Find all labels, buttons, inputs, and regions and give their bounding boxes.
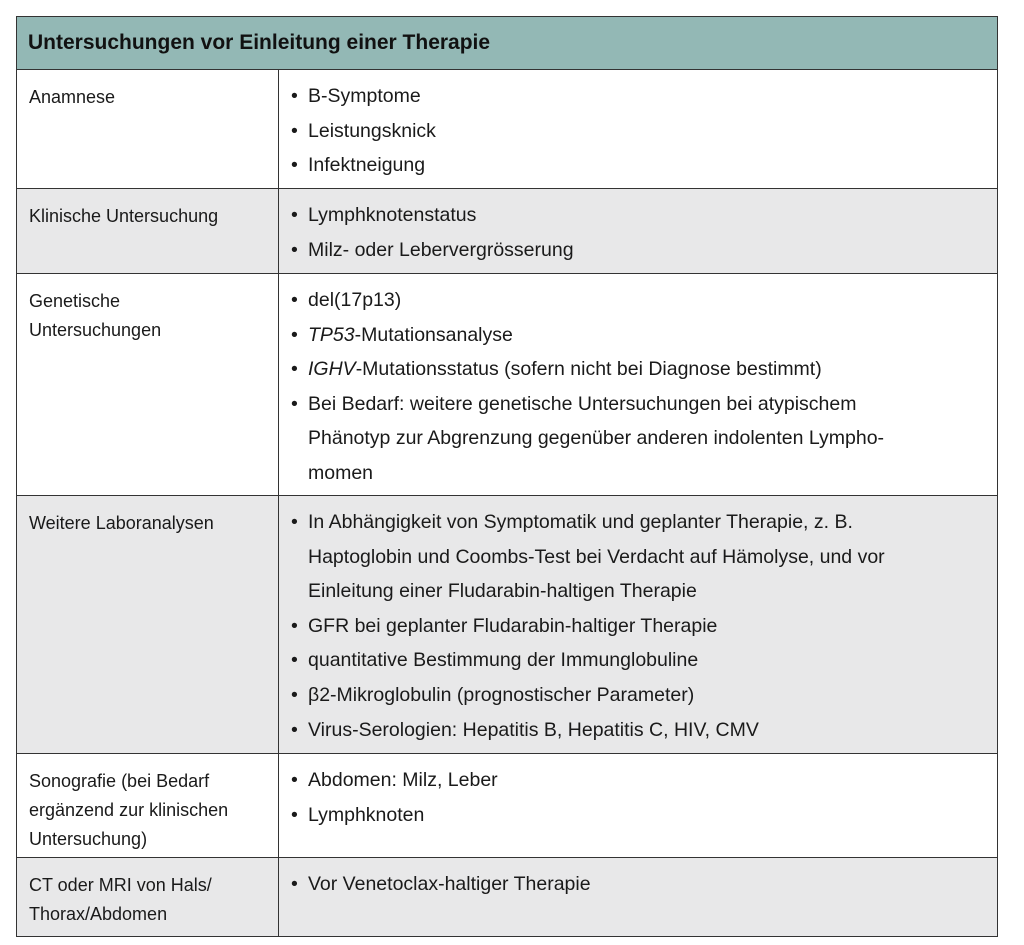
list-item-line: Haptoglobin und Coombs-Test bei Verdacht auf Hämolyse, und vor — [308, 545, 885, 568]
list-item-text: Vor Venetoclax-haltiger Therapie — [308, 873, 591, 895]
row-label-line: Genetische — [29, 291, 121, 311]
row-content — [279, 496, 997, 753]
list-item-text: quantitative Bestimmung der Immunglobuline — [308, 649, 699, 672]
bullet-icon: • — [291, 119, 298, 142]
list-item — [291, 283, 983, 318]
list-item-text: -Mutationsanalyse — [354, 323, 513, 346]
list-item-text: del(17p13) — [308, 289, 402, 311]
list-item — [291, 148, 983, 183]
row-content — [279, 70, 997, 188]
list-item — [291, 867, 983, 902]
bullet-icon: • — [291, 769, 298, 791]
list-item — [291, 505, 983, 609]
list-item — [291, 763, 983, 798]
list-item — [291, 678, 983, 713]
list-item-line: Einleitung einer Fludarabin-haltigen Therapie — [308, 580, 697, 603]
table-row-weitere-laboranalysen — [17, 496, 997, 754]
list-item — [291, 198, 983, 233]
list-item-text: Milz- oder Lebervergrösserung — [308, 238, 574, 261]
row-label: Klinische Untersuchung — [17, 189, 279, 273]
list-item-line: momen — [308, 461, 374, 484]
bullet-icon: • — [291, 85, 298, 107]
bullet-icon: • — [291, 358, 298, 381]
row-content — [279, 189, 997, 273]
list-item-text: Lymphknoten — [308, 803, 425, 826]
bullet-list — [291, 763, 983, 832]
list-item-text: Virus-Serologien: Hepatitis B, Hepatitis C, HIV, CMV — [308, 718, 759, 741]
row-content — [279, 858, 997, 936]
gene-name: TP53 — [308, 323, 355, 346]
table-title: Untersuchungen vor Einleitung einer Therapie — [17, 17, 997, 70]
row-label-line: Sonografie (bei Bedarf — [29, 771, 210, 791]
list-item — [291, 643, 983, 678]
bullet-icon: • — [291, 683, 298, 706]
bullet-icon: • — [291, 238, 298, 261]
list-item — [291, 798, 983, 833]
bullet-icon: • — [291, 154, 298, 177]
list-item — [291, 713, 983, 748]
list-item — [291, 318, 983, 353]
row-content — [279, 274, 997, 495]
bullet-icon: • — [291, 511, 298, 533]
table-row-genetische-untersuchungen — [17, 274, 997, 496]
bullet-icon: • — [291, 803, 298, 826]
row-label-line: Untersuchung) — [29, 829, 148, 849]
row-label — [17, 858, 279, 936]
table-row-klinische-untersuchung — [17, 189, 997, 274]
list-item-text: B-Symptome — [308, 85, 421, 107]
bullet-icon: • — [291, 614, 298, 637]
list-item-text: Infektneigung — [308, 154, 426, 177]
gene-name: IGHV — [308, 358, 356, 381]
bullet-icon: • — [291, 289, 298, 311]
list-item-line: Bei Bedarf: weitere genetische Untersuchungen bei atypischem — [308, 392, 857, 415]
row-label-line: ergänzend zur klinischen — [29, 800, 229, 820]
bullet-icon: • — [291, 649, 298, 672]
table-row-anamnese — [17, 70, 997, 189]
bullet-icon: • — [291, 323, 298, 346]
row-label: Weitere Laboranalysen — [17, 496, 279, 753]
examinations-table — [16, 16, 998, 937]
list-item-text: -Mutationsstatus (sofern nicht bei Diagnose bestimmt) — [355, 358, 822, 381]
row-label: Anamnese — [17, 70, 279, 188]
list-item — [291, 352, 983, 387]
row-label-line: Thorax/Abdomen — [29, 904, 168, 924]
list-item-text: GFR bei geplanter Fludarabin-haltiger Therapie — [308, 614, 718, 637]
list-item-text: Lymphknotenstatus — [308, 204, 477, 226]
list-item-text: β2-Mikroglobulin (prognostischer Parameter) — [308, 683, 695, 706]
row-label-line: Untersuchungen — [29, 320, 162, 340]
row-label — [17, 754, 279, 857]
bullet-list — [291, 79, 983, 183]
list-item — [291, 387, 983, 491]
row-content — [279, 754, 997, 857]
list-item-text: Leistungsknick — [308, 119, 436, 142]
bullet-list — [291, 198, 983, 267]
list-item — [291, 114, 983, 149]
table-row-ct-oder-mri — [17, 858, 997, 936]
list-item — [291, 609, 983, 644]
bullet-icon: • — [291, 718, 298, 741]
bullet-icon: • — [291, 392, 298, 415]
table-row-sonografie — [17, 754, 997, 858]
row-label — [17, 274, 279, 495]
list-item — [291, 79, 983, 114]
list-item — [291, 233, 983, 268]
bullet-list — [291, 283, 983, 491]
list-item-line: In Abhängigkeit von Symptomatik und geplanter Therapie, z. B. — [308, 511, 853, 533]
bullet-icon: • — [291, 204, 298, 226]
bullet-icon: • — [291, 873, 298, 895]
list-item-text: Abdomen: Milz, Leber — [308, 769, 498, 791]
bullet-list — [291, 505, 983, 747]
row-label-line: CT oder MRI von Hals/ — [29, 875, 212, 895]
bullet-list — [291, 867, 983, 902]
list-item-line: Phänotyp zur Abgrenzung gegenüber anderen indolenten Lympho- — [308, 427, 885, 450]
